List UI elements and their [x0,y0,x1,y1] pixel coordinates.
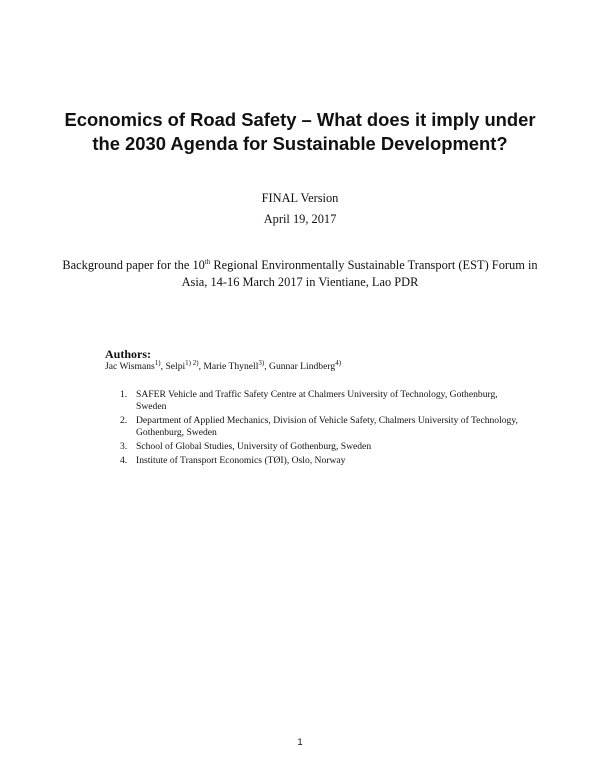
date-label: April 19, 2017 [263,212,337,226]
affiliation-item [120,441,520,453]
affiliation-item [120,455,520,467]
affiliation-number: 1. [120,389,128,400]
author-separator: , [160,361,166,372]
author-separator: , [264,361,270,372]
paper-title: Economics of Road Safety – What does it imply under the 2030 Agenda for Sustainable Development? [64,109,536,154]
background-text-part1: Background paper for the 10 [62,258,205,272]
affiliations-list [120,389,520,469]
authors-list [105,358,342,373]
affiliation-text: SAFER Vehicle and Traffic Safety Centre at Chalmers University of Technology, Gothenburg, Sweden [136,389,498,412]
author-affiliation-ref: 1) [154,358,161,367]
page-number: 1 [297,737,303,748]
affiliation-number: 3. [120,441,128,452]
affiliation-text: School of Global Studies, University of Gothenburg, Sweden [136,441,372,452]
affiliation-number: 2. [120,415,128,426]
ordinal-superscript: th [204,257,211,266]
background-text-part2: Regional Environmentally Sustainable Transport (EST) Forum in Asia, 14-16 March 2017 in Vientiane, Lao PDR [181,258,538,289]
background-statement [60,257,540,291]
author-name: Jac Wismans [105,361,155,372]
author-name: Gunnar Lindberg [269,361,336,372]
author-affiliation-ref: 1) 2) [185,358,199,367]
version-label: FINAL Version [261,191,339,205]
author-name: Selpi [165,361,186,372]
affiliation-item [120,415,520,439]
affiliation-text: Department of Applied Mechanics, Division of Vehicle Safety, Chalmers University of Technology, Gothenburg, Sweden [136,415,518,438]
author-affiliation-ref: 3) [258,358,265,367]
authors-heading: Authors: [105,347,152,361]
author-separator: , [198,361,204,372]
affiliation-item [120,389,520,413]
author-affiliation-ref: 4) [335,358,342,367]
affiliation-text: Institute of Transport Economics (TØI), Oslo, Norway [136,455,346,466]
affiliation-number: 4. [120,455,128,466]
author-name: Marie Thynell [203,361,259,372]
